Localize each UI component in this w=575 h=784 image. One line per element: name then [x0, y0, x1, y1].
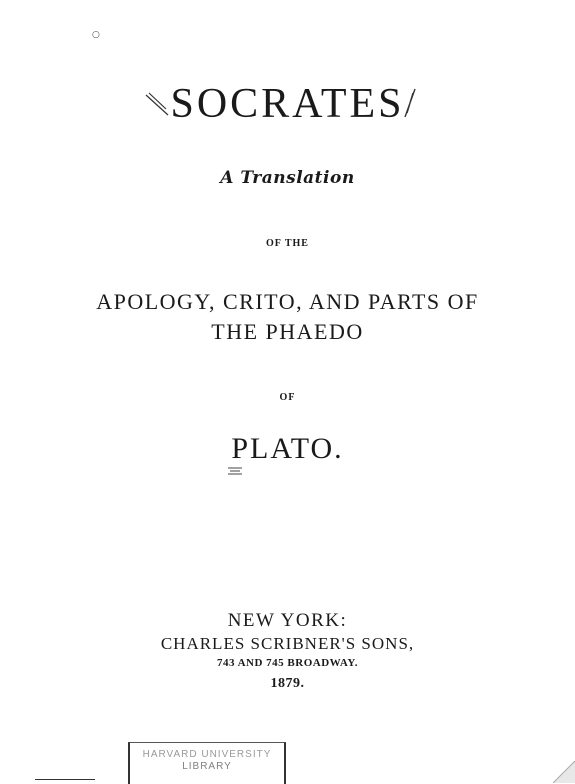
publisher-address: 743 AND 745 BROADWAY.: [216, 657, 359, 669]
bottom-rule: [35, 779, 95, 780]
book-title: [0, 80, 575, 128]
book-title-text: SOCRATES: [170, 81, 405, 127]
of-the-label: OF THE: [266, 238, 309, 249]
library-stamp: [128, 742, 286, 784]
right-flourish-icon: [403, 87, 417, 119]
library-stamp-line-1: HARVARD UNIVERSITY: [142, 749, 272, 760]
works-line-1: APOLOGY, CRITO, AND PARTS OF: [96, 289, 479, 314]
left-flourish-icon: [144, 91, 170, 117]
works-title: [0, 287, 575, 347]
publisher-name: CHARLES SCRIBNER'S SONS,: [160, 634, 415, 653]
publisher-city: NEW YORK:: [227, 610, 348, 631]
author-name: [0, 432, 575, 466]
of-label: OF: [279, 392, 296, 403]
ink-mark-icon: [227, 466, 243, 476]
works-line-2: THE PHAEDO: [211, 319, 364, 344]
library-stamp-line-2: LIBRARY: [182, 761, 232, 772]
subtitle: A Translation: [220, 168, 355, 188]
publication-year: 1879.: [270, 676, 305, 691]
corner-mark: ○: [92, 30, 100, 40]
author-name-text: PLATO.: [231, 432, 344, 465]
page-curl-icon: [553, 761, 575, 783]
